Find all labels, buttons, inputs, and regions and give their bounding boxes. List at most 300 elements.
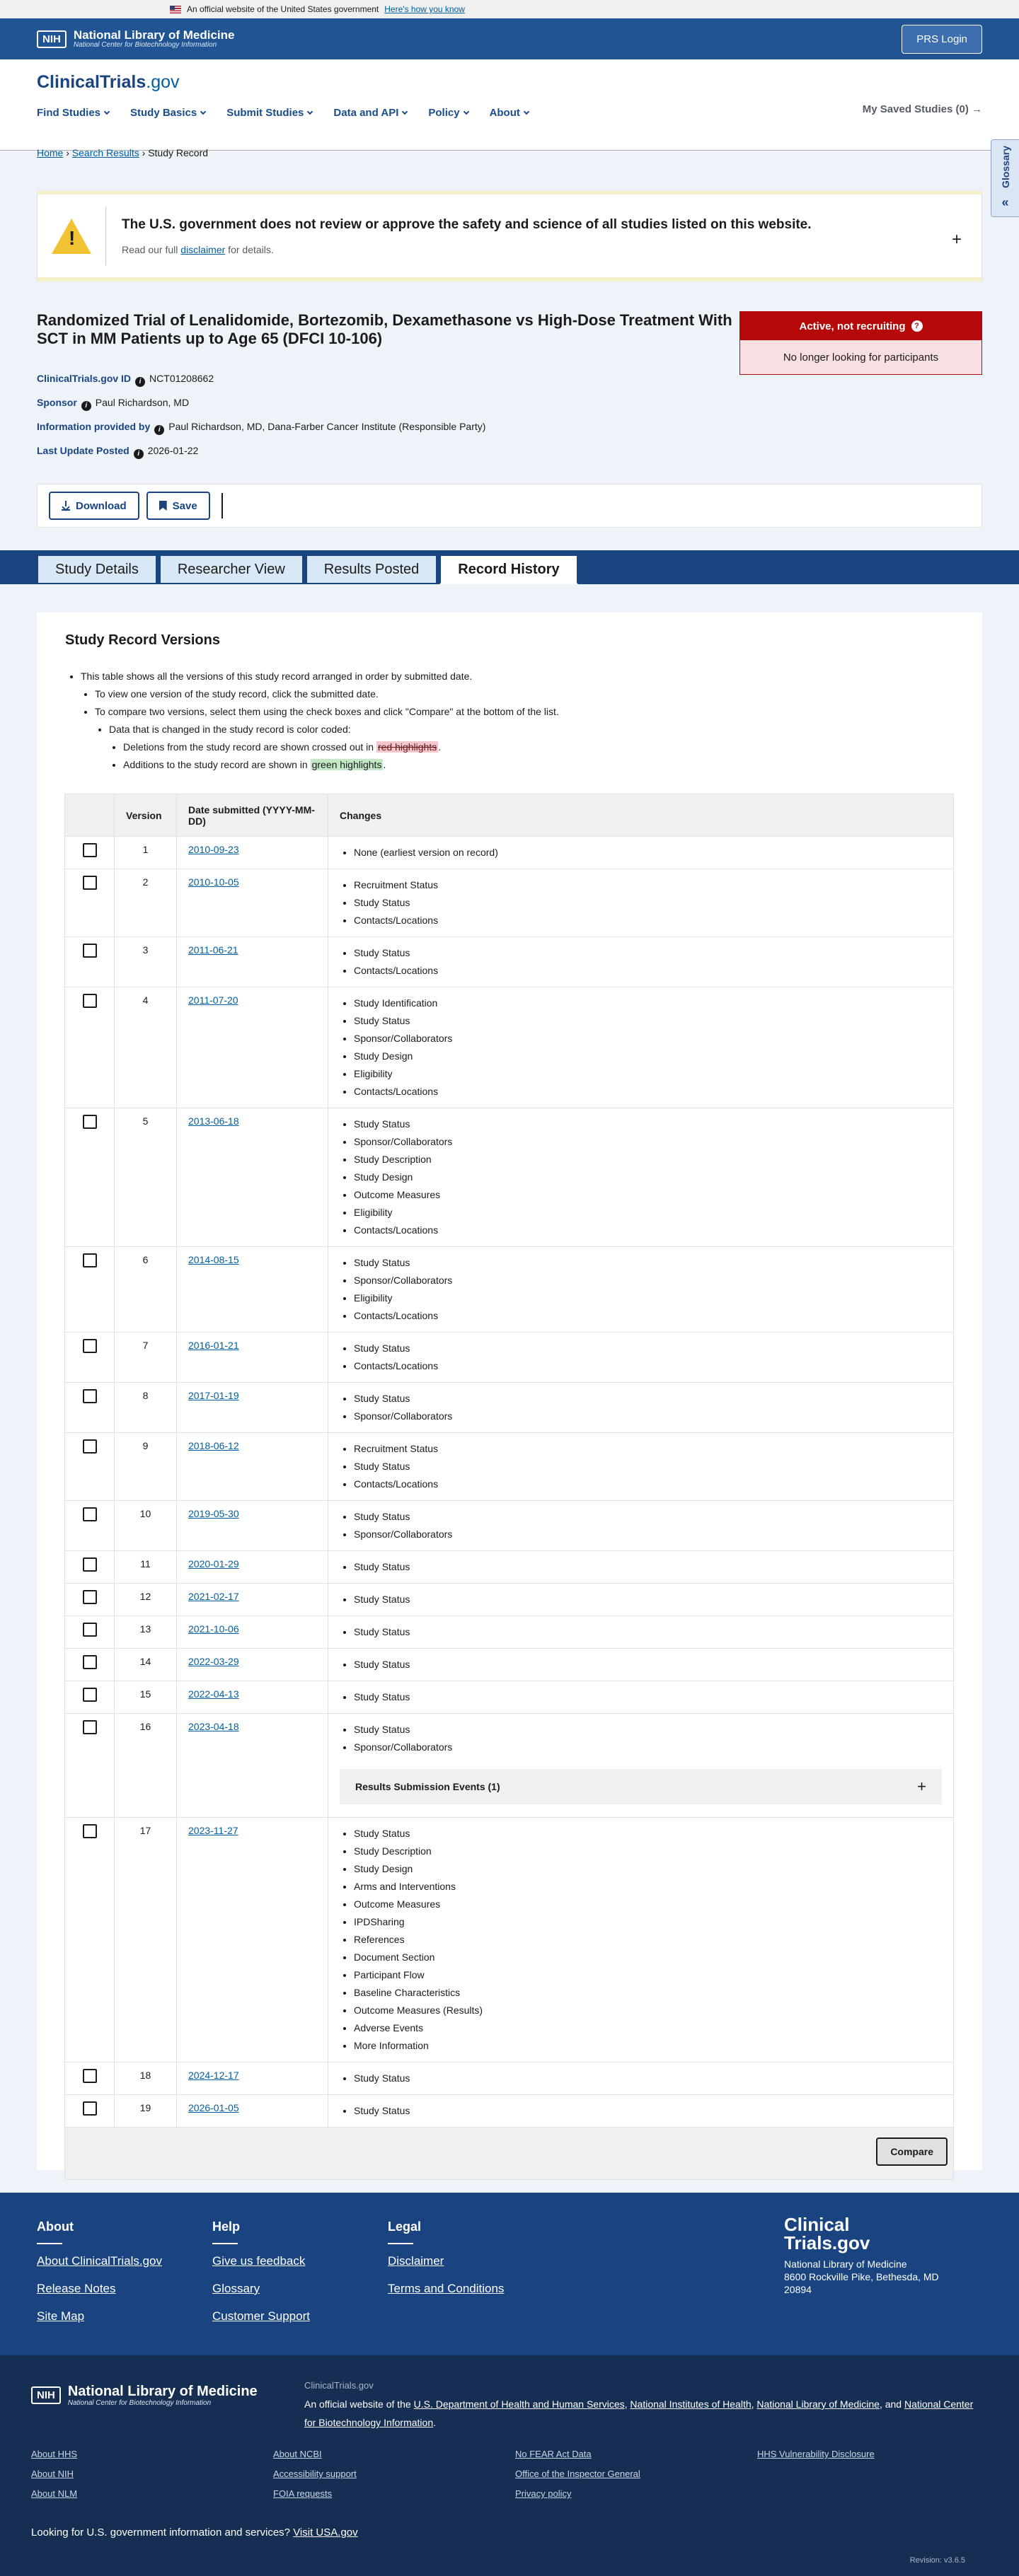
footer-link[interactable]: About NIH: [31, 2468, 74, 2479]
compare-button[interactable]: Compare: [876, 2137, 948, 2166]
version-number: 14: [115, 1649, 177, 1681]
version-number: 9: [115, 1433, 177, 1501]
version-number: 1: [115, 837, 177, 869]
version-date-link[interactable]: 2021-02-17: [188, 1591, 239, 1602]
footer-link[interactable]: Customer Support: [212, 2309, 310, 2323]
change-item: • Study Design: [354, 1048, 942, 1065]
date-cell: [177, 837, 328, 869]
desc-text: An official website of the: [304, 2398, 414, 2410]
version-date-link[interactable]: 2024-12-17: [188, 2070, 239, 2081]
footer-logo-line: Trials.gov: [784, 2232, 870, 2253]
desc-text: ,: [751, 2398, 757, 2410]
table-row: [65, 837, 954, 869]
footer-link[interactable]: Accessibility support: [273, 2468, 357, 2479]
info-icon[interactable]: i: [154, 425, 164, 435]
versions-body: [65, 837, 954, 2128]
ncbi-link[interactable]: National Center for Biotechnology Information: [304, 2398, 974, 2428]
my-saved-studies-link[interactable]: [863, 103, 982, 115]
select-cell: [65, 1818, 115, 2062]
change-item: • Eligibility: [354, 1204, 942, 1222]
footer-help-heading: Help: [212, 2220, 310, 2244]
status-title-text: Active, not recruiting: [799, 320, 906, 332]
hhs-link[interactable]: U.S. Department of Health and Human Services: [413, 2398, 625, 2410]
footer-legal: [388, 2220, 504, 2309]
nav-label: Policy: [428, 107, 460, 119]
study-title: Randomized Trial of Lenalidomide, Bortezomib, Dexamethasone vs High-Dose Treatment With SCT in MM Patients up to Age 65 (DFCI 10-106): [37, 311, 732, 347]
note-additions: [123, 756, 559, 774]
desc-text: , and: [879, 2398, 904, 2410]
version-checkbox[interactable]: [83, 1720, 97, 1734]
change-item: • Sponsor/Collaborators: [354, 1030, 942, 1048]
select-cell: [65, 1649, 115, 1681]
version-number: 17: [115, 1818, 177, 2062]
changes-cell: [328, 1433, 954, 1501]
version-checkbox[interactable]: [83, 2069, 97, 2083]
save-label: Save: [172, 499, 197, 512]
change-item: • Sponsor/Collaborators: [354, 1739, 942, 1756]
version-checkbox[interactable]: [83, 1339, 97, 1353]
footer-link[interactable]: HHS Vulnerability Disclosure: [757, 2449, 875, 2459]
change-item: • Study Identification: [354, 994, 942, 1012]
change-item: • Study Status: [354, 1558, 942, 1576]
version-date-link[interactable]: 2023-11-27: [188, 1825, 238, 1836]
nih-badge: NIH: [37, 30, 67, 48]
gov-banner-text: An official website of the United States government: [187, 4, 379, 14]
table-row: [65, 1649, 954, 1681]
version-date-link[interactable]: 2010-09-23: [188, 844, 239, 855]
version-checkbox[interactable]: [83, 1623, 97, 1637]
arrow-right-icon: →: [972, 103, 982, 115]
table-header-row: [65, 794, 954, 837]
revision-text: Revision: v3.6.5: [909, 2556, 965, 2565]
nlm-subtitle: National Center for Biotechnology Information: [73, 41, 217, 49]
change-item: • Study Status: [354, 1340, 942, 1357]
change-item: • IPDSharing: [354, 1913, 942, 1931]
nav-data-api[interactable]: [333, 107, 407, 119]
change-item: • Study Status: [354, 1623, 942, 1641]
alert-icon-wrap: [38, 219, 105, 254]
logo-suffix: .gov: [146, 72, 180, 92]
col-select: [65, 794, 115, 837]
version-number: 11: [115, 1551, 177, 1584]
us-flag-icon: [170, 6, 181, 13]
date-cell: [177, 1818, 328, 2062]
chevron-down-icon: [104, 108, 110, 114]
changes-cell: [328, 987, 954, 1108]
table-row: [65, 1681, 954, 1714]
footer-link[interactable]: About HHS: [31, 2449, 78, 2459]
changes-cell: [328, 1584, 954, 1616]
version-number: 2: [115, 869, 177, 937]
version-checkbox[interactable]: [83, 1590, 97, 1604]
change-item: • Contacts/Locations: [354, 1475, 942, 1493]
nav-about[interactable]: [490, 107, 529, 119]
changes-cell: [328, 869, 954, 937]
breadcrumb-search-results[interactable]: Search Results: [71, 147, 139, 158]
breadcrumb-home[interactable]: Home: [37, 147, 64, 158]
date-cell: [177, 1501, 328, 1551]
col-changes: Changes: [328, 794, 954, 837]
changes-cell: [328, 1501, 954, 1551]
versions-notes: [65, 668, 559, 774]
version-date-link[interactable]: 2011-06-21: [188, 944, 238, 956]
nav-label: Find Studies: [37, 107, 100, 119]
footer-help: [212, 2220, 310, 2337]
footer-link[interactable]: Release Notes: [37, 2282, 116, 2295]
table-row: [65, 1247, 954, 1333]
version-date-link[interactable]: 2023-04-18: [188, 1721, 239, 1732]
table-row: [65, 1433, 954, 1501]
footer-logo-line: Clinical: [784, 2214, 850, 2235]
expand-plus-icon[interactable]: +: [951, 230, 962, 249]
nih-link[interactable]: National Institutes of Health: [630, 2398, 752, 2410]
green-highlight-sample: green highlights: [311, 759, 382, 770]
version-number: 16: [115, 1714, 177, 1818]
footer-link[interactable]: About ClinicalTrials.gov: [37, 2254, 162, 2268]
changes-cell: [328, 2095, 954, 2128]
version-checkbox[interactable]: [83, 944, 97, 958]
version-date-link[interactable]: 2011-07-20: [188, 994, 238, 1006]
tab-study-details[interactable]: Study Details: [37, 555, 157, 584]
change-item: • Contacts/Locations: [354, 962, 942, 980]
version-checkbox[interactable]: [83, 1688, 97, 1702]
gov-question: Looking for U.S. government information and services?: [31, 2526, 291, 2539]
meta-sponsor-row: [37, 390, 485, 414]
col-version: Version: [115, 794, 177, 837]
note-deletions: [123, 738, 559, 756]
saved-label: My Saved Studies (0): [862, 103, 969, 115]
divider: [221, 493, 223, 518]
study-tabs: [0, 550, 1019, 584]
changes-cell: [328, 1649, 954, 1681]
help-icon[interactable]: ?: [911, 320, 923, 332]
change-item: • Outcome Measures: [354, 1896, 942, 1913]
date-cell: [177, 1681, 328, 1714]
change-item: • Contacts/Locations: [354, 1083, 942, 1101]
disclaimer-link[interactable]: disclaimer: [180, 243, 226, 255]
version-date-link[interactable]: 2016-01-21: [188, 1340, 239, 1351]
version-number: 15: [115, 1681, 177, 1714]
change-item: • Study Status: [354, 2070, 942, 2087]
change-item: • Participant Flow: [354, 1966, 942, 1984]
version-date-link[interactable]: 2019-05-30: [188, 1508, 239, 1519]
version-checkbox[interactable]: [83, 1439, 97, 1454]
version-date-link[interactable]: 2026-01-05: [188, 2102, 239, 2113]
warning-icon: !: [52, 219, 91, 254]
changes-cell: [328, 2062, 954, 2095]
note: • To compare two versions, select them using the check boxes and click "Compare" at the bottom of the list.: [95, 703, 559, 721]
table-row: [65, 987, 954, 1108]
red-highlight-sample: red highlights: [377, 741, 437, 753]
change-item: • Arms and Interventions: [354, 1878, 942, 1896]
date-cell: [177, 1108, 328, 1247]
footer-link[interactable]: Privacy policy: [515, 2488, 572, 2499]
sponsor-value: Paul Richardson, MD: [95, 397, 190, 408]
select-cell: [65, 1433, 115, 1501]
footer-link[interactable]: Terms and Conditions: [388, 2282, 505, 2295]
version-checkbox[interactable]: [83, 1655, 97, 1669]
tab-researcher-view[interactable]: Researcher View: [159, 555, 304, 584]
nav-find-studies[interactable]: [37, 107, 109, 119]
nlm-header: [0, 18, 1019, 59]
glossary-tab[interactable]: [991, 139, 1019, 217]
footer-link[interactable]: Office of the Inspector General: [515, 2468, 640, 2479]
select-cell: [65, 1616, 115, 1649]
date-cell: [177, 2062, 328, 2095]
date-cell: [177, 1333, 328, 1383]
footer-link[interactable]: Disclaimer: [388, 2254, 444, 2268]
chevron-down-icon: [402, 108, 408, 114]
tab-results-posted[interactable]: Results Posted: [306, 555, 438, 584]
version-date-link[interactable]: 2014-08-15: [188, 1254, 239, 1265]
col-date: Date submitted (YYYY-MM-DD): [177, 794, 328, 837]
date-cell: [177, 987, 328, 1108]
select-cell: [65, 869, 115, 937]
date-cell: [177, 869, 328, 937]
date-cell: [177, 937, 328, 987]
rse-label: Results Submission Events (1): [355, 1781, 500, 1792]
change-item: • Contacts/Locations: [354, 1222, 942, 1239]
note-text: .: [438, 741, 442, 753]
change-item: • Study Design: [354, 1168, 942, 1186]
change-item: • Recruitment Status: [354, 876, 942, 894]
footer-link[interactable]: FOIA requests: [273, 2488, 333, 2499]
changes-cell: [328, 937, 954, 987]
nih-footer-logo[interactable]: [31, 2384, 258, 2407]
changes-cell: [328, 1818, 954, 2062]
footer-link[interactable]: About NLM: [31, 2488, 78, 2499]
nlm-footer: [0, 2355, 1019, 2576]
version-checkbox[interactable]: [83, 2101, 97, 2116]
alert-text: [122, 217, 812, 255]
study-id: NCT01208662: [149, 373, 214, 384]
footer-spacer: [757, 2468, 999, 2479]
nih-logo[interactable]: [37, 29, 235, 49]
select-cell: [65, 1681, 115, 1714]
status-detail: No longer looking for participants: [740, 340, 981, 374]
info-icon[interactable]: i: [135, 377, 145, 387]
version-checkbox[interactable]: [83, 876, 97, 890]
footer-about-heading: About: [37, 2220, 162, 2244]
nih-badge: NIH: [31, 2386, 61, 2404]
versions-heading: Study Record Versions: [65, 632, 220, 648]
change-item: • Sponsor/Collaborators: [354, 1408, 942, 1425]
version-checkbox[interactable]: [83, 994, 97, 1008]
divider: [105, 207, 106, 265]
change-item: • Contacts/Locations: [354, 912, 942, 929]
info-icon[interactable]: i: [134, 449, 144, 459]
results-submission-events[interactable]: [340, 1769, 942, 1804]
logo-main: ClinicalTrials: [37, 72, 146, 92]
change-item: • Study Status: [354, 1115, 942, 1133]
record-history-card: [37, 613, 982, 2170]
date-cell: [177, 1433, 328, 1501]
table-row: [65, 2062, 954, 2095]
nav-policy[interactable]: [428, 107, 468, 119]
info-icon[interactable]: i: [81, 401, 91, 411]
tab-record-history[interactable]: Record History: [439, 555, 577, 584]
table-row: [65, 1584, 954, 1616]
version-number: 13: [115, 1616, 177, 1649]
version-checkbox[interactable]: [83, 1824, 97, 1838]
table-row: [65, 869, 954, 937]
heres-how-link[interactable]: Here's how you know: [384, 4, 465, 14]
version-date-link[interactable]: 2018-06-12: [188, 1440, 239, 1451]
table-row: [65, 1616, 954, 1649]
change-item: • Study Status: [354, 1825, 942, 1843]
nlm-title: National Library of Medicine: [73, 28, 235, 42]
version-date-link[interactable]: 2013-06-18: [188, 1115, 239, 1127]
nav-label: Data and API: [333, 107, 399, 119]
id-label: ClinicalTrials.gov ID: [37, 373, 132, 384]
footer-link[interactable]: Give us feedback: [212, 2254, 306, 2268]
change-item: • Study Status: [354, 894, 942, 912]
changes-cell: [328, 1551, 954, 1584]
changes-cell: [328, 1616, 954, 1649]
table-row: [65, 2095, 954, 2128]
version-date-link[interactable]: 2017-01-19: [188, 1390, 239, 1401]
footer-link[interactable]: Site Map: [37, 2309, 85, 2323]
glossary-label: Glossary: [999, 146, 1011, 188]
table-row: [65, 1818, 954, 2062]
changes-cell: [328, 1681, 954, 1714]
download-button[interactable]: [49, 492, 139, 520]
save-button[interactable]: [146, 492, 210, 520]
select-cell: [65, 1108, 115, 1247]
breadcrumb: Home › Search Results › Study Record: [37, 147, 209, 158]
footer-legal-heading: Legal: [388, 2220, 504, 2244]
version-checkbox[interactable]: [83, 1557, 97, 1572]
select-cell: [65, 1383, 115, 1433]
change-item: • Study Status: [354, 1591, 942, 1608]
chevron-down-icon: [463, 108, 468, 114]
select-cell: [65, 1333, 115, 1383]
version-number: 19: [115, 2095, 177, 2128]
alert-body: [122, 244, 812, 255]
version-number: 5: [115, 1108, 177, 1247]
usa-gov-link[interactable]: Visit USA.gov: [293, 2526, 358, 2539]
nav-submit-studies[interactable]: [226, 107, 312, 119]
table-row: [65, 1714, 954, 1818]
gov-banner: [0, 0, 1019, 18]
version-date-link[interactable]: 2022-03-29: [188, 1656, 239, 1667]
footer-link[interactable]: No FEAR Act Data: [515, 2449, 592, 2459]
change-item: • Outcome Measures: [354, 1186, 942, 1204]
version-date-link[interactable]: 2022-04-13: [188, 1688, 239, 1700]
changes-cell: [328, 1383, 954, 1433]
select-cell: [65, 987, 115, 1108]
select-cell: [65, 1584, 115, 1616]
date-cell: [177, 1247, 328, 1333]
expand-plus-icon: +: [917, 1777, 926, 1795]
clinicaltrials-logo[interactable]: [37, 59, 982, 93]
date-cell: [177, 1649, 328, 1681]
version-checkbox[interactable]: [83, 1389, 97, 1403]
date-cell: [177, 1551, 328, 1584]
usa-gov-line: [31, 2526, 358, 2539]
change-item: • Study Status: [354, 1012, 942, 1030]
double-chevron-left-icon: «: [1001, 195, 1009, 209]
recruitment-status-box: [739, 311, 982, 375]
bookmark-icon: [159, 501, 167, 511]
change-item: • Study Status: [354, 2102, 942, 2120]
nav-label: Study Basics: [130, 107, 197, 119]
prs-login-button[interactable]: PRS Login: [902, 25, 982, 54]
date-cell: [177, 1616, 328, 1649]
change-item: • Contacts/Locations: [354, 1307, 942, 1325]
changes-cell: [328, 1247, 954, 1333]
updated-value: 2026-01-22: [147, 445, 199, 456]
change-item: • Sponsor/Collaborators: [354, 1526, 942, 1543]
date-cell: [177, 1383, 328, 1433]
footer-about: [37, 2220, 162, 2337]
breadcrumb-current: Study Record: [148, 147, 209, 158]
change-item: • Eligibility: [354, 1065, 942, 1083]
change-item: • Document Section: [354, 1949, 942, 1966]
version-number: 7: [115, 1333, 177, 1383]
change-item: • Study Status: [354, 1656, 942, 1673]
version-checkbox[interactable]: [83, 1115, 97, 1129]
footer-link[interactable]: About NCBI: [273, 2449, 322, 2459]
note: • Data that is changed in the study record is color coded:: [109, 721, 559, 738]
select-cell: [65, 1501, 115, 1551]
change-item: • Study Status: [354, 944, 942, 962]
desc-text: ,: [624, 2398, 631, 2410]
chevron-down-icon: [200, 108, 206, 114]
version-checkbox[interactable]: [83, 1507, 97, 1521]
change-item: • Study Description: [354, 1843, 942, 1860]
chevron-down-icon: [307, 108, 313, 114]
change-item: • Study Design: [354, 1860, 942, 1878]
version-checkbox[interactable]: [83, 843, 97, 857]
info-provided-label: Information provided by: [37, 421, 151, 432]
version-checkbox[interactable]: [83, 1253, 97, 1267]
select-cell: [65, 1551, 115, 1584]
note-text: Additions to the study record are shown in: [123, 759, 311, 770]
table-row: [65, 1108, 954, 1247]
table-row: [65, 1551, 954, 1584]
meta-info-row: [37, 414, 485, 439]
change-item: • Outcome Measures (Results): [354, 2002, 942, 2019]
study-meta: [37, 366, 485, 463]
updated-label: Last Update Posted: [37, 445, 129, 456]
date-cell: [177, 1714, 328, 1818]
nlm-title: National Library of Medicine: [67, 2384, 258, 2399]
footer-link[interactable]: Glossary: [212, 2282, 260, 2295]
footer-logo[interactable]: [784, 2215, 870, 2252]
versions-table: [64, 794, 954, 2180]
compare-row: [65, 2128, 954, 2180]
version-date-link[interactable]: 2010-10-05: [188, 876, 239, 888]
version-number: 12: [115, 1584, 177, 1616]
nav-study-basics[interactable]: [130, 107, 205, 119]
nlm-link[interactable]: National Library of Medicine: [756, 2398, 880, 2410]
chevron-down-icon: [524, 108, 529, 114]
download-icon: [62, 501, 70, 511]
note: • To view one version of the study record, click the submitted date.: [95, 685, 559, 703]
version-date-link[interactable]: 2021-10-06: [188, 1623, 239, 1635]
table-row: [65, 937, 954, 987]
select-cell: [65, 1714, 115, 1818]
version-number: 6: [115, 1247, 177, 1333]
alert-text-post: for details.: [225, 243, 274, 255]
note-text: .: [383, 759, 386, 770]
version-date-link[interactable]: 2020-01-29: [188, 1558, 239, 1570]
changes-cell: [328, 1714, 954, 1818]
change-item: • Baseline Characteristics: [354, 1984, 942, 2002]
sponsor-label: Sponsor: [37, 397, 77, 408]
date-cell: [177, 1584, 328, 1616]
